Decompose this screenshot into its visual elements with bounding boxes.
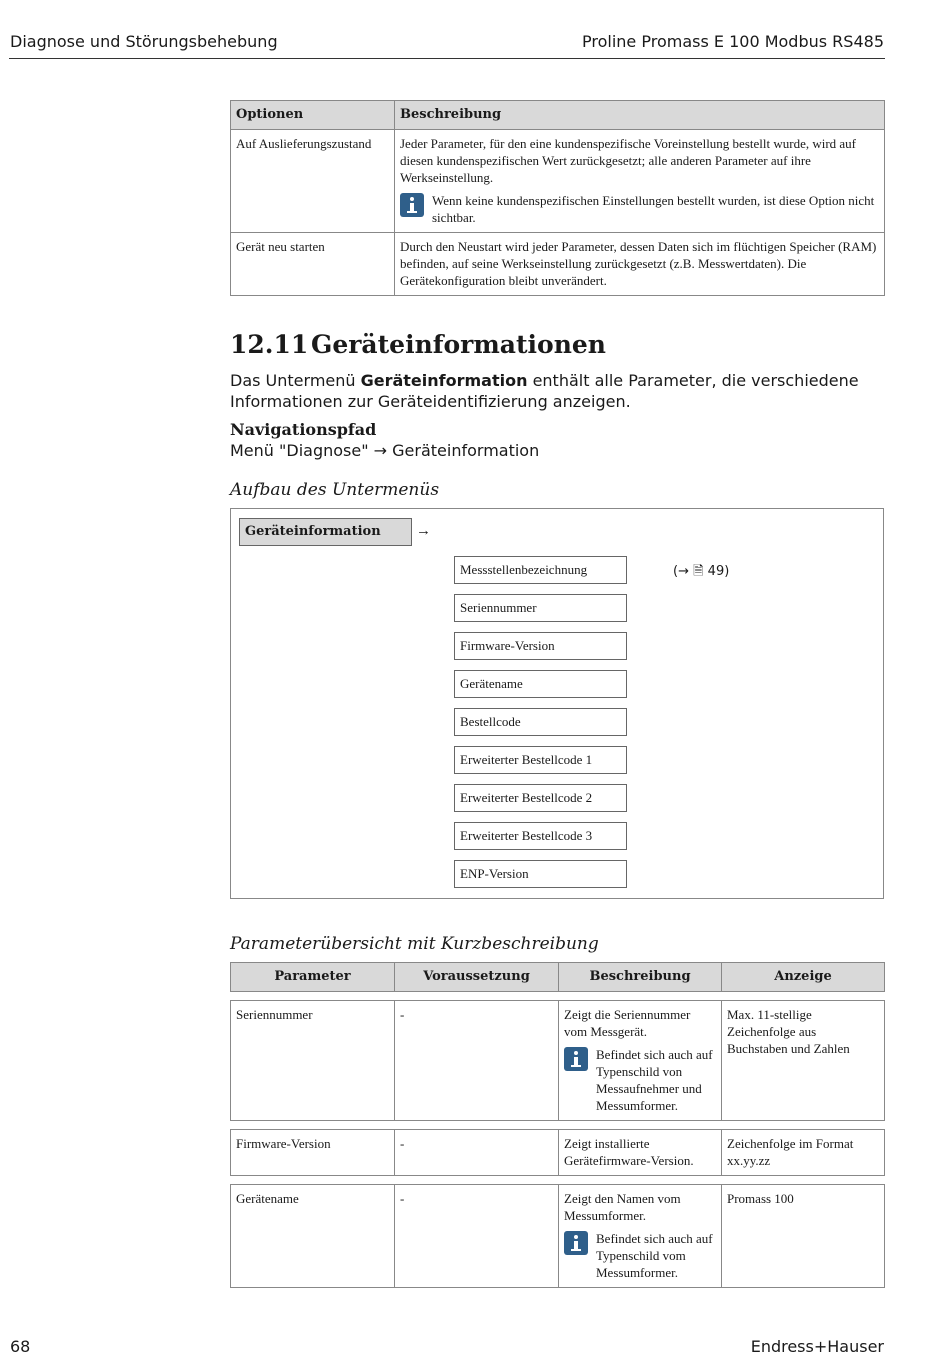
menu-caption: Aufbau des Untermenüs: [230, 480, 440, 500]
info-icon: [564, 1047, 588, 1071]
params-header-condition: Voraussetzung: [395, 963, 559, 992]
param-display: Max. 11-stellige Zeichenfolge aus Buchstaben und Zahlen: [722, 1001, 885, 1121]
option-description-cell: [395, 130, 885, 233]
info-icon: [564, 1231, 588, 1255]
params-caption: Parameterübersicht mit Kurzbeschreibung: [230, 934, 599, 954]
section-intro: Das Untermenü Geräteinformation enthält alle Parameter, die verschiedene Informationen zur Geräteidentifizierung anzeigen.: [230, 371, 859, 411]
info-note-text: Befindet sich auch auf Typenschild vom Messumformer.: [596, 1231, 713, 1280]
param-description: Zeigt den Namen vom Messumformer.: [564, 1191, 681, 1223]
option-description: Durch den Neustart wird jeder Parameter, dessen Daten sich im flüchtigen Speicher (RAM) befinden, auf seine Werkseinstellung zurückgesetzt (z.B. Messwertdaten). Die Gerätekonfiguration bleibt unverändert.: [395, 233, 885, 296]
section-title: Geräteinformationen: [311, 330, 606, 359]
option-name: Auf Auslieferungszustand: [231, 130, 395, 233]
param-condition: -: [395, 1185, 559, 1288]
info-note: [564, 1230, 716, 1281]
param-name: Seriennummer: [231, 1001, 395, 1121]
table-row: [231, 1130, 885, 1176]
info-icon: [400, 193, 424, 217]
params-header-row: [231, 963, 885, 992]
table-row: [231, 233, 885, 296]
options-table: [230, 100, 885, 296]
param-condition: -: [395, 1001, 559, 1121]
option-name: Gerät neu starten: [231, 233, 395, 296]
options-header-description: Beschreibung: [395, 101, 885, 130]
option-description: Jeder Parameter, für den eine kundenspezifische Voreinstellung bestellt wurde, wird auf diesen kundenspezifischen Wert zurückgesetzt; alle anderen Parameter auf ihre Werkseinstellung.: [400, 136, 857, 185]
table-row: [231, 1001, 885, 1121]
params-header-parameter: Parameter: [231, 963, 395, 992]
param-condition: -: [395, 1130, 559, 1176]
param-description-cell: [559, 1001, 722, 1121]
header-chapter-title: Diagnose und Störungsbehebung: [10, 32, 278, 51]
param-display: Promass 100: [722, 1185, 885, 1288]
section-number: 12.11: [230, 330, 309, 359]
arrow-right-icon: →: [416, 523, 431, 539]
menu-item-erweiterter-bestellcode-2: Erweiterter Bestellcode 2: [454, 784, 627, 812]
options-header-option: Optionen: [231, 101, 395, 130]
param-description: Zeigt installierte Gerätefirmware-Version.: [559, 1130, 722, 1176]
param-name: Firmware-Version: [231, 1130, 395, 1176]
info-note: [564, 1046, 716, 1114]
params-table: [230, 962, 885, 1288]
submenu-name: Geräteinformation: [360, 371, 528, 390]
nav-heading: Navigationspfad: [230, 420, 377, 439]
table-row: [231, 130, 885, 233]
menu-item-enp-version: ENP-Version: [454, 860, 627, 888]
info-note-text: Befindet sich auch auf Typenschild von Messaufnehmer und Messumformer.: [596, 1047, 713, 1113]
params-header-display: Anzeige: [722, 963, 885, 992]
table-row: [231, 1185, 885, 1288]
param-description-cell: [559, 1185, 722, 1288]
menu-item-firmware-version: Firmware-Version: [454, 632, 627, 660]
menu-item-erweiterter-bestellcode-3: Erweiterter Bestellcode 3: [454, 822, 627, 850]
page-number: 68: [10, 1337, 31, 1356]
menu-item-seriennummer: Seriennummer: [454, 594, 627, 622]
info-note-text: Wenn keine kundenspezifischen Einstellungen bestellt wurden, ist diese Option nicht sichtbar.: [432, 193, 875, 225]
brand-name: Endress+Hauser: [750, 1337, 884, 1356]
menu-item-erweiterter-bestellcode-1: Erweiterter Bestellcode 1: [454, 746, 627, 774]
param-display: Zeichenfolge im Format xx.yy.zz: [722, 1130, 885, 1176]
nav-path: Menü "Diagnose" → Geräteinformation: [230, 441, 540, 460]
menu-item-geraetename: Gerätename: [454, 670, 627, 698]
menu-item-bestellcode: Bestellcode: [454, 708, 627, 736]
options-header-row: [231, 101, 885, 130]
param-name: Gerätename: [231, 1185, 395, 1288]
header-rule: [9, 58, 885, 59]
header-product-name: Proline Promass E 100 Modbus RS485: [582, 32, 884, 51]
menu-item-messstellenbezeichnung: Messstellenbezeichnung: [454, 556, 627, 584]
page-reference: (→ 🗎 49): [673, 564, 730, 579]
info-note: [400, 192, 879, 226]
params-header-description: Beschreibung: [559, 963, 722, 992]
param-description: Zeigt die Seriennummer vom Messgerät.: [564, 1007, 691, 1039]
menu-root-item: Geräteinformation: [239, 518, 412, 546]
